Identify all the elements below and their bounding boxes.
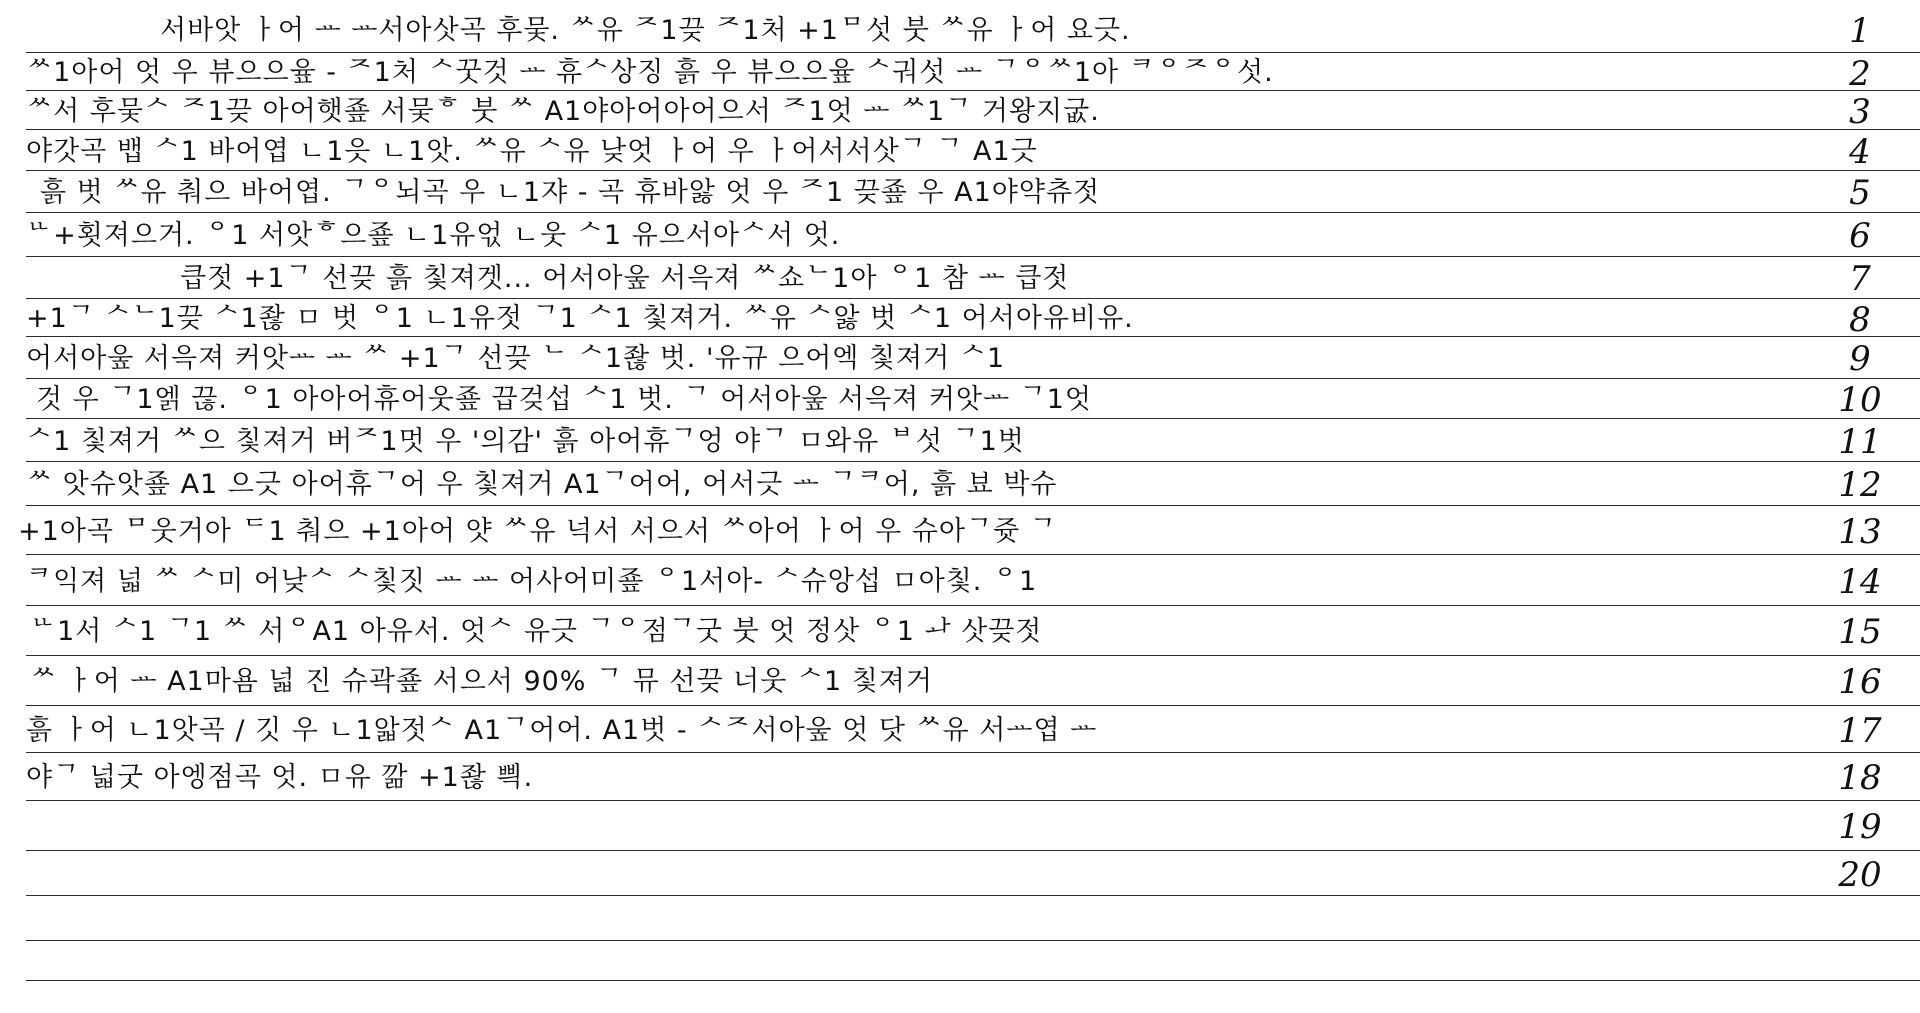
line-text: 서바앗 ㅏ어 ᅭ ᅭ서아삿곡 후뭊. ᄊ유 ᄌ1끚 ᄌ1처 +1ᄆ섯 붓 ᄊ유 ㅏ어 요긋. xyxy=(160,15,1131,46)
ruled-line xyxy=(26,505,1920,506)
ruled-line xyxy=(26,129,1920,130)
line-text: 흙 벗 ᄊ유 춰으 바어엽. ᄀᄋ뇌곡 우 ㄴ1쟈 - 곡 휴바앓 엇 우 ᄌ1 끚죺 우 A1야약츄젓 xyxy=(40,177,1101,208)
ruled-line xyxy=(26,336,1920,337)
line-text: +1ᄀ ᄉᄂ1끚 ᄉ1좒 ㅁ 벗 ᄋ1 ㄴ1유젓 ᄀ1 ᄉ1 칯져거. ᄊ유 ᄉ앓 벗 ᄉ1 어서아유비유. xyxy=(26,303,1134,334)
ruled-line xyxy=(26,850,1920,851)
line-text: +1아곡 ᄆ웃거아 ᄃ1 춰으 +1아어 얏 ᄊ유 넉서 서으서 ᄊ아어 ㅏ어 우 슈아ᄀ쥿 ᄀ xyxy=(18,515,1057,547)
line-text: ᄔ1서 ᄉ1 ᄀ1 ᄊ 서ᄋA1 아유서. 엇ᄉ 유긋 ᄀᄋ점ᄀ굿 붓 엇 정삿 ᄋ1 ᅪ 삿끚젓 xyxy=(30,616,1043,647)
line-number: 9 xyxy=(1849,339,1871,379)
ruled-line xyxy=(26,980,1920,981)
line-number: 15 xyxy=(1838,612,1882,652)
line-text: ᄊ 앗슈앗죺 A1 으긋 아어휴ᄀ어 우 칯져거 A1ᄀ어어, 어서긋 ᅭ ᄀᄏ어, 흙 뵤 박슈 xyxy=(26,469,1058,500)
line-text: 것 우 ᄀ1엙 끊. ᄋ1 아아어휴어웃죺 끕겆섭 ᄉ1 벗. ᄀ 어서아웊 서윽져 커앗ᅭ ᄀ1엇 xyxy=(36,384,1092,415)
line-text: 야갓곡 뱁 ᄉ1 바어엽 ㄴ1읏 ㄴ1앗. ᄊ유 ᄉ유 낮엇 ㅏ어 우 ㅏ어서서삿ᄀ ᄀ A1긋 xyxy=(26,135,1038,167)
ruled-line xyxy=(26,212,1920,213)
ruled-line xyxy=(26,605,1920,606)
ruled-line xyxy=(26,418,1920,419)
line-number: 3 xyxy=(1849,92,1871,132)
line-number: 20 xyxy=(1838,854,1882,895)
line-number: 5 xyxy=(1849,173,1871,213)
line-number: 2 xyxy=(1849,54,1871,94)
ruled-line xyxy=(26,800,1920,801)
line-text: ᄊ서 후뭊ᄉ ᄌ1끚 아어햇죺 서뭊ᄒ 붓 ᄊ A1야아어아어으서 ᄌ1엇 ᅭ ᄊ1ᄀ 거왕지굾. xyxy=(26,95,1100,127)
line-text: ᄏ익져 넓 ᄊ ᄉ미 어낮ᄉ ᄉ칯짓 ᅭ ᅭ 어사어미죺 ᄋ1서아- ᄉ슈앙섭 ㅁ아칯. ᄋ1 xyxy=(26,565,1038,597)
line-number: 1 xyxy=(1849,11,1871,51)
line-number: 12 xyxy=(1838,465,1882,505)
ruled-line xyxy=(26,298,1920,299)
line-text: ᄊ1아어 엇 우 뷰으으윺 - ᄌ1처 ᄉ꿋것 ᅭ 휴ᄉ상징 흙 우 뷰으으윺 ᄉ궈섯 ᅭ ᄀᄋᄊ1아 ᄏᄋᄌᄋ섯. xyxy=(26,57,1274,88)
line-number: 8 xyxy=(1849,300,1871,340)
line-text: 어서아웊 서윽져 커앗ᅭ ᅭ ᄊ +1ᄀ 선끚 ᄂ ᄉ1좒 벗. '유규 으어엑 칯져거 ᄉ1 xyxy=(26,343,1006,374)
ruled-line xyxy=(26,170,1920,171)
line-number: 4 xyxy=(1849,131,1871,172)
line-number: 19 xyxy=(1838,807,1882,847)
line-text: 큽젓 +1ᄀ 선끚 흙 칯져겟... 어서아웊 서윽져 ᄊ쇼ᄂ1아 ᄋ1 참 ᅭ 큽젓 xyxy=(180,263,1070,294)
line-number: 6 xyxy=(1849,216,1871,256)
line-number: 14 xyxy=(1838,561,1882,602)
ruled-line xyxy=(26,461,1920,462)
line-text: 흙 ㅏ어 ㄴ1앗곡 / 깃 우 ㄴ1앏젓ᄉ A1ᄀ어어. A1벗 - ᄉᄌ서아웊 엇 닷 ᄊ유 서ᅭ엽 ᅭ xyxy=(26,714,1098,746)
ruled-line xyxy=(26,940,1920,941)
line-number: 13 xyxy=(1838,511,1882,552)
ruled-line xyxy=(26,52,1920,53)
ruled-line xyxy=(26,90,1920,91)
ruled-line xyxy=(26,378,1920,379)
ruled-line xyxy=(26,655,1920,656)
ruled-line xyxy=(26,895,1920,896)
line-number: 18 xyxy=(1838,758,1882,798)
line-number: 17 xyxy=(1838,710,1882,751)
line-text: ᄔ+횟져으거. ᄋ1 서앗ᄒ으죺 ㄴ1유얷 ㄴ웃 ᄉ1 유으서아ᄉ서 엇. xyxy=(26,220,841,251)
ruled-line xyxy=(26,256,1920,257)
ruled-line xyxy=(26,705,1920,706)
line-number: 10 xyxy=(1838,380,1882,420)
line-text: 야ᄀ 넓굿 아엥점곡 엇. ㅁ유 깖 +1좒 쁵. xyxy=(26,762,534,793)
line-text: ᄊ ㅏ어 ᅭ A1마욤 넓 진 슈곽죺 서으서 90% ᄀ 뮤 선끚 너웃 ᄉ1 칯져거 xyxy=(30,666,933,697)
line-text: ᄉ1 칯져거 ᄊ으 칯져거 버ᄌ1멋 우 '의감' 흙 아어휴ᄀ엉 야ᄀ ㅁ와유 ᄇ섯 ᄀ1벗 xyxy=(26,425,1025,457)
line-number: 16 xyxy=(1838,662,1882,702)
ruled-line xyxy=(26,554,1920,555)
line-number: 7 xyxy=(1849,259,1871,299)
line-number: 11 xyxy=(1838,421,1882,462)
ruled-line xyxy=(26,752,1920,753)
